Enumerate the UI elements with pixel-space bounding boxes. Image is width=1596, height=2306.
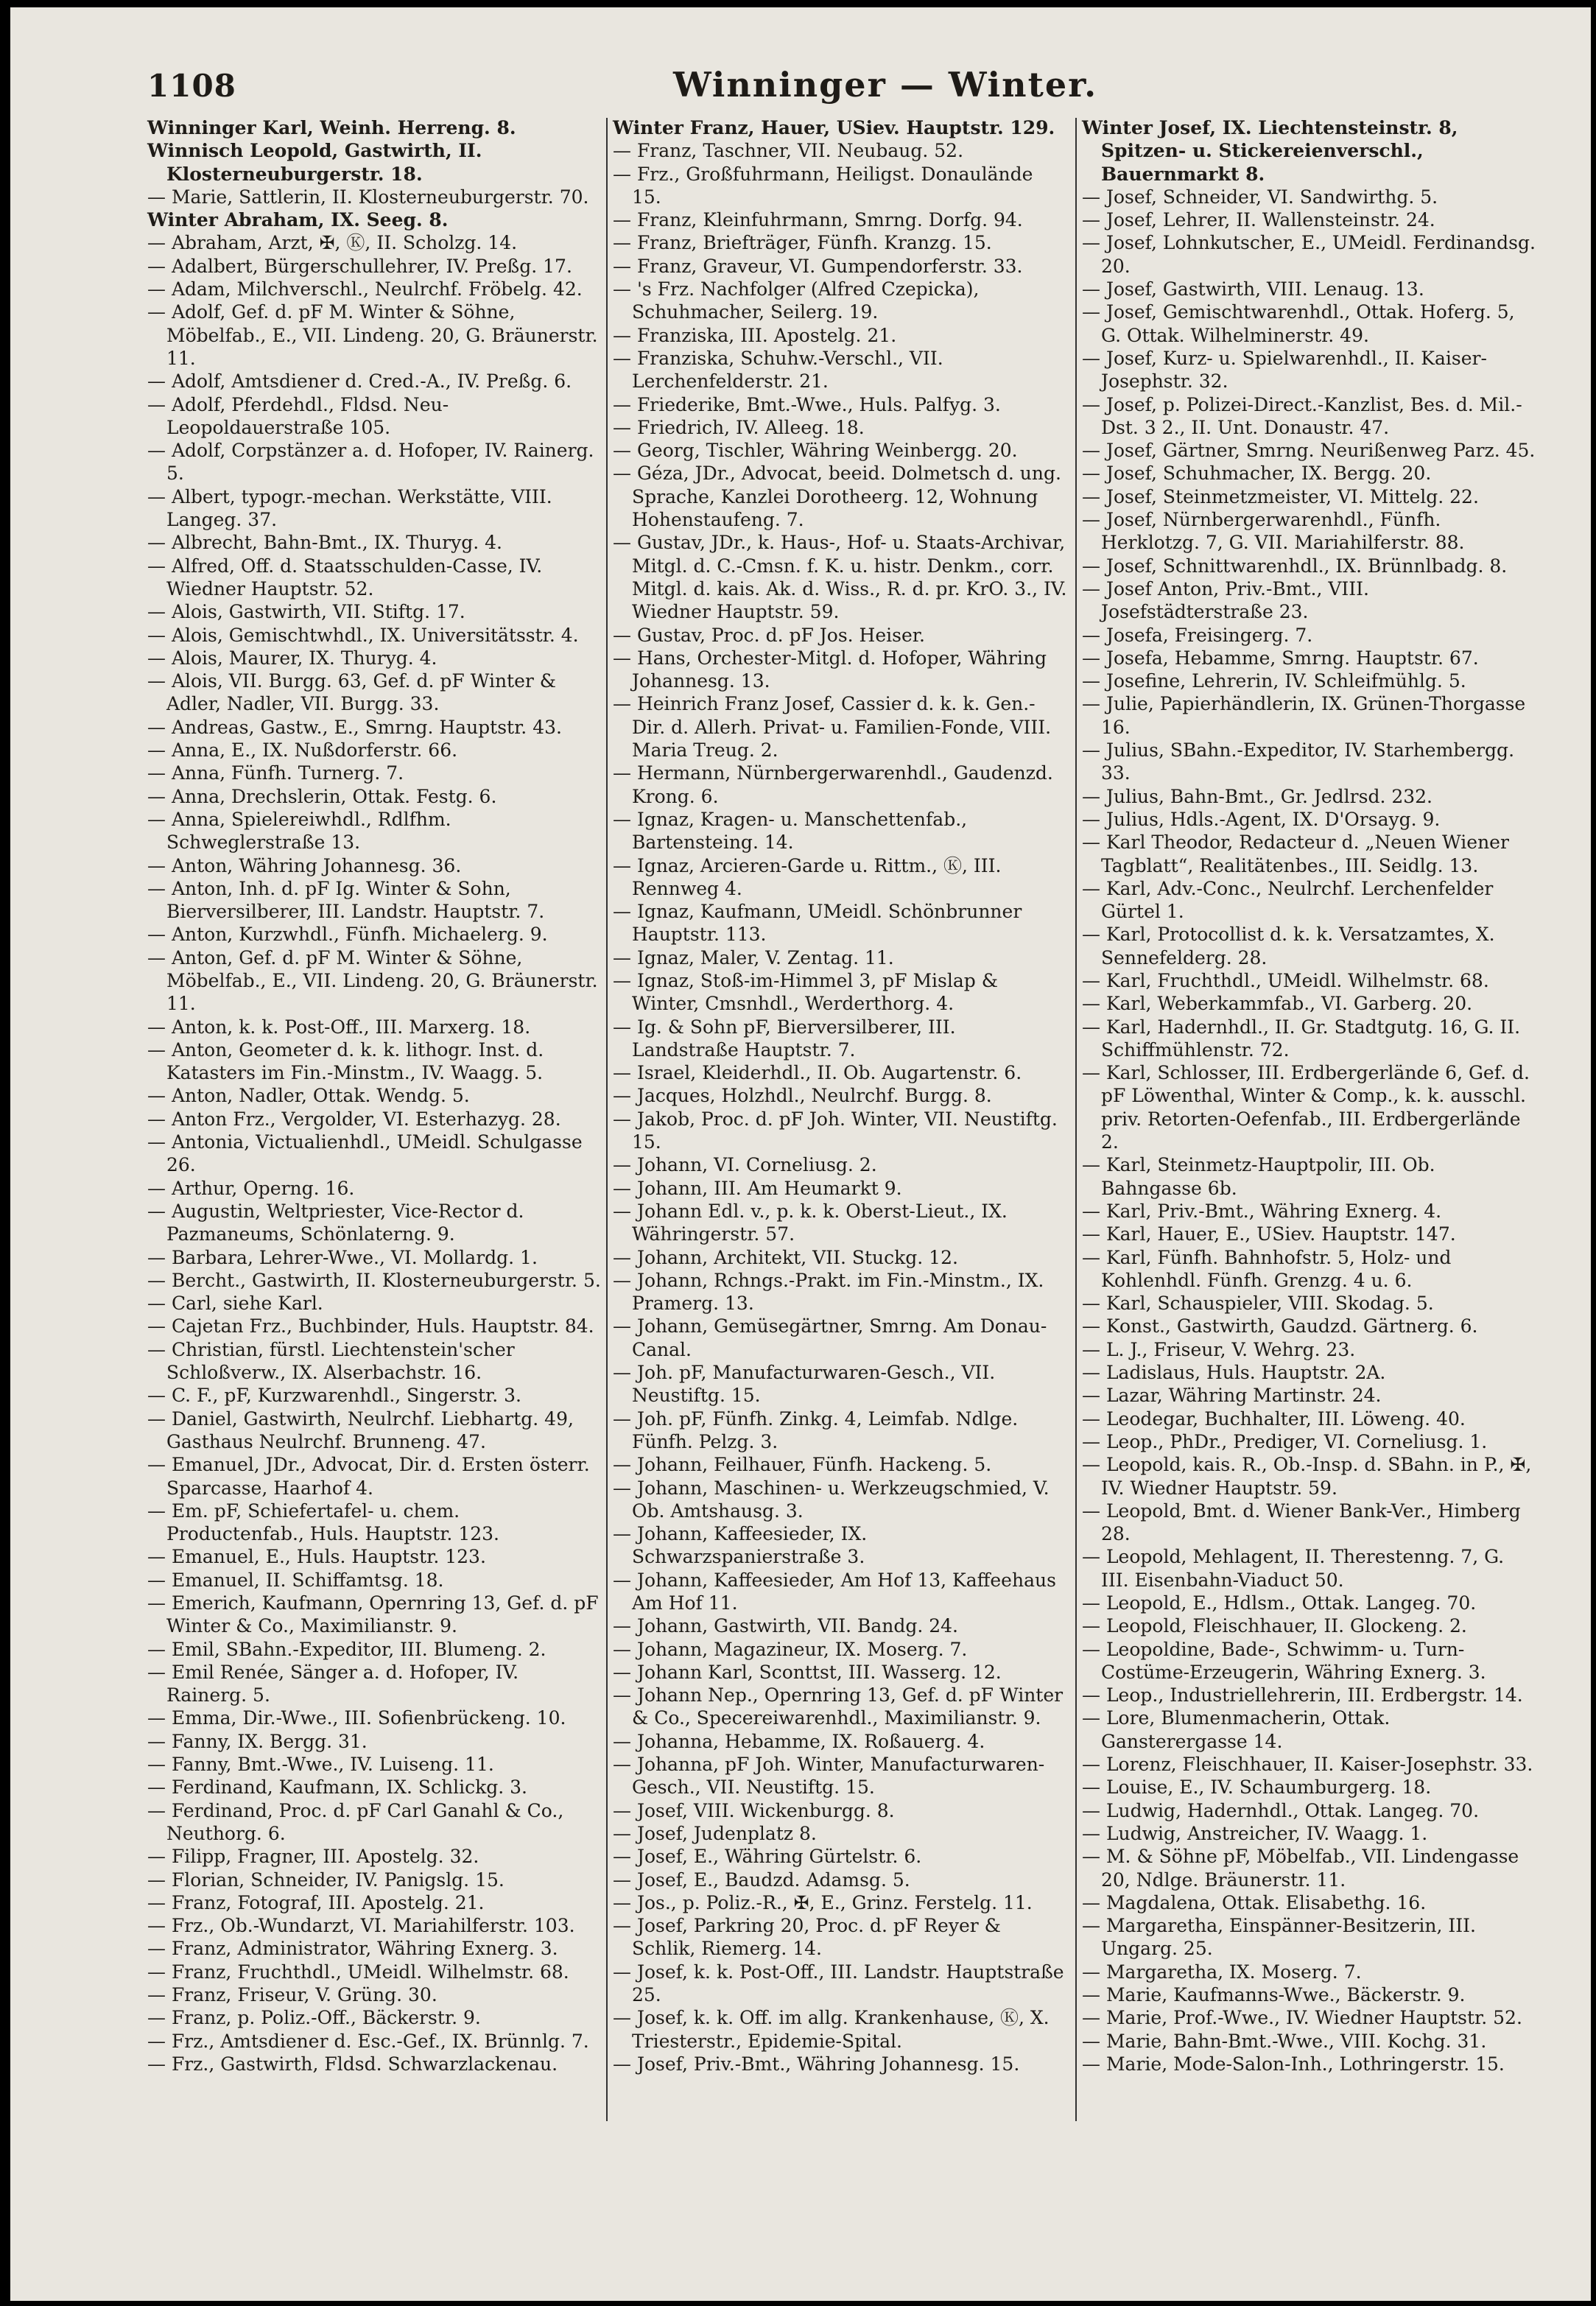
directory-entry: — Georg, Tischler, Währing Weinbergg. 20. (613, 440, 1018, 462)
directory-entry: — Antonia, Victualienhdl., UMeidl. Schulgasse 26. (147, 1131, 583, 1176)
directory-entry: — Emerich, Kaufmann, Opernring 13, Gef. d. pF Winter & Co., Maximilianstr. 9. (147, 1592, 599, 1637)
directory-entry: — Franziska, Schuhw.-Verschl., VII. Lerchenfelderstr. 21. (613, 347, 943, 393)
directory-entry: — Franz, Graveur, VI. Gumpendorferstr. 33. (613, 255, 1023, 277)
directory-entry: — Augustin, Weltpriester, Vice-Rector d. Pazmaneums, Schönlaterng. 9. (147, 1200, 524, 1245)
directory-entry: — Karl, Fruchthdl., UMeidl. Wilhelmstr. 68. (1082, 969, 1489, 991)
directory-entry: — Abraham, Arzt, ✠, Ⓚ, II. Scholzg. 14. (147, 232, 518, 254)
directory-entry: — Friedrich, IV. Alleeg. 18. (613, 416, 865, 438)
directory-entry: — Ludwig, Hadernhdl., Ottak. Langeg. 70. (1082, 1799, 1480, 1821)
directory-entry: — Ferdinand, Proc. d. pF Carl Ganahl & Co., Neuthorg. 6. (147, 1799, 564, 1844)
directory-entry: — Ferdinand, Kaufmann, IX. Schlickg. 3. (147, 1776, 528, 1799)
directory-entry: — Barbara, Lehrer-Wwe., VI. Mollardg. 1. (147, 1246, 538, 1268)
directory-entry: — Jakob, Proc. d. pF Joh. Winter, VII. Neustiftg. 15. (613, 1108, 1058, 1153)
directory-entry: — Anton, Inh. d. pF Ig. Winter & Sohn, Bierversilberer, III. Landstr. Hauptstr. 7. (147, 877, 545, 923)
directory-entry: — Alois, VII. Burgg. 63, Gef. d. pF Winter & Adler, Nadler, VII. Burgg. 33. (147, 670, 557, 715)
directory-entry: — Josef, Parkring 20, Proc. d. pF Reyer & Schlik, Riemerg. 14. (613, 1915, 1001, 1960)
directory-entry: — Josef, Schneider, VI. Sandwirthg. 5. (1082, 186, 1438, 208)
directory-entry: — Anton, Kurzwhdl., Fünfh. Michaelerg. 9. (147, 924, 548, 946)
directory-entry: — Joh. pF, Manufacturwaren-Gesch., VII. Neustiftg. 15. (613, 1362, 996, 1407)
directory-column-2 (613, 116, 1068, 2075)
directory-entry: — Margaretha, IX. Moserg. 7. (1082, 1961, 1362, 1983)
directory-entry: — Anna, Fünfh. Turnerg. 7. (147, 762, 404, 784)
directory-entry: — Alfred, Off. d. Staatsschulden-Casse, IV. Wiedner Hauptstr. 52. (147, 555, 543, 600)
directory-entry: — Karl, Hauer, E., USiev. Hauptstr. 147. (1082, 1223, 1456, 1245)
directory-entry: — Karl, Schlosser, III. Erdbergerlände 6, Gef. d. pF Löwenthal, Winter & Comp., k. k. ausschl. priv. Retorten-Oefenfab., III. Erdbergerlände 2. (1082, 1062, 1530, 1153)
directory-entry: — Adalbert, Bürgerschullehrer, IV. Preßg. 17. (147, 255, 572, 277)
directory-entry: — Ignaz, Maler, V. Zentag. 11. (613, 946, 894, 969)
directory-entry: — Johann, Maschinen- u. Werkzeugschmied, V. Ob. Amtshausg. 3. (613, 1477, 1050, 1522)
directory-entry: — Frz., Amtsdiener d. Esc.-Gef., IX. Brünnlg. 7. (147, 2030, 589, 2052)
directory-entry: — Karl, Schauspieler, VIII. Skodag. 5. (1082, 1293, 1434, 1315)
directory-entry: — Karl Theodor, Redacteur d. „Neuen Wiener Tagblatt“, Realitätenbes., III. Seidlg. 13. (1082, 832, 1509, 876)
directory-entry: — M. & Söhne pF, Möbelfab., VII. Lindengasse 20, Ndlge. Bräunerstr. 11. (1082, 1846, 1519, 1891)
directory-entry: — Karl, Adv.-Conc., Neulrchf. Lerchenfelder Gürtel 1. (1082, 877, 1494, 923)
directory-entry: — Marie, Kaufmanns-Wwe., Bäckerstr. 9. (1082, 1984, 1466, 2006)
directory-entry: — Ignaz, Kaufmann, UMeidl. Schönbrunner Hauptstr. 113. (613, 901, 1022, 946)
directory-entry: — Hermann, Nürnbergerwarenhdl., Gaudenzd. Krong. 6. (613, 762, 1053, 807)
directory-entry: — Julius, Hdls.-Agent, IX. D'Orsayg. 9. (1082, 808, 1441, 830)
directory-entry: — Emanuel, II. Schiffamtsg. 18. (147, 1569, 444, 1591)
directory-entry: — Emanuel, E., Huls. Hauptstr. 123. (147, 1546, 486, 1568)
directory-entry: — Leopold, E., Hdlsm., Ottak. Langeg. 70. (1082, 1592, 1477, 1614)
directory-entry: — Leop., PhDr., Prediger, VI. Corneliusg. 1. (1082, 1430, 1488, 1452)
directory-entry: — Florian, Schneider, IV. Panigslg. 15. (147, 1869, 505, 1891)
directory-entry: — Anton, Währing Johannesg. 36. (147, 854, 462, 876)
directory-entry: — Johann, VI. Corneliusg. 2. (613, 1154, 877, 1176)
directory-entry: — Christian, fürstl. Liechtenstein'scher Schloßverw., IX. Alserbachstr. 16. (147, 1338, 515, 1384)
directory-entry: — Leopold, Mehlagent, II. Therestenng. 7, G. III. Eisenbahn-Viaduct 50. (1082, 1546, 1505, 1591)
directory-entry: — Frz., Großfuhrmann, Heiligst. Donaulände 15. (613, 163, 1033, 208)
directory-entry: — Josefa, Freisingerg. 7. (1082, 624, 1313, 646)
directory-entry: — Josef, Lehrer, II. Wallensteinstr. 24. (1082, 209, 1435, 231)
directory-entry: — Josef, Schuhmacher, IX. Bergg. 20. (1082, 463, 1432, 485)
directory-entry: — Josef, E., Währing Gürtelstr. 6. (613, 1846, 922, 1868)
directory-entry: — Franziska, III. Apostelg. 21. (613, 324, 897, 346)
directory-entry: — Fanny, IX. Bergg. 31. (147, 1730, 368, 1752)
directory-entry: — Josef, Schnittwarenhdl., IX. Brünnlbadg. 8. (1082, 555, 1508, 577)
directory-entry: Winninger Karl, Weinh. Herreng. 8. (147, 117, 516, 138)
directory-entry: — Marie, Bahn-Bmt.-Wwe., VIII. Kochg. 31. (1082, 2030, 1487, 2052)
page-header-title: Winninger — Winter. (673, 65, 1098, 105)
directory-entry: — Frz., Gastwirth, Fldsd. Schwarzlackenau. (147, 2053, 558, 2075)
directory-entry: — Karl, Protocollist d. k. k. Versatzamtes, X. Sennefelderg. 28. (1082, 924, 1495, 969)
directory-entry: — L. J., Friseur, V. Wehrg. 23. (1082, 1338, 1356, 1360)
directory-entry: — Ignaz, Kragen- u. Manschettenfab., Bartensteing. 14. (613, 808, 968, 854)
directory-entry: — Johann Nep., Opernring 13, Gef. d. pF Winter & Co., Specereiwarenhdl., Maximilianstr. 9. (613, 1684, 1064, 1729)
directory-entry: — Leop., Industriellehrerin, III. Erdbergstr. 14. (1082, 1684, 1523, 1706)
directory-entry: — Leodegar, Buchhalter, III. Löweng. 40. (1082, 1407, 1466, 1430)
directory-entry: — Karl, Steinmetz-Hauptpolir, III. Ob. Bahngasse 6b. (1082, 1154, 1435, 1199)
directory-entry: — Lazar, Währing Martinstr. 24. (1082, 1385, 1382, 1407)
directory-entry: — Emanuel, JDr., Advocat, Dir. d. Ersten österr. Sparcasse, Haarhof 4. (147, 1454, 590, 1499)
directory-entry: — Josef, Gärtner, Smrng. Neurißenweg Parz. 45. (1082, 440, 1536, 462)
directory-entry: — Leopold, Bmt. d. Wiener Bank-Ver., Himberg 28. (1082, 1500, 1521, 1545)
directory-entry: — Josef, Priv.-Bmt., Währing Johannesg. 15. (613, 2053, 1020, 2075)
directory-entry: — C. F., pF, Kurzwarenhdl., Singerstr. 3. (147, 1385, 521, 1407)
directory-entry: — Johanna, Hebamme, IX. Roßauerg. 4. (613, 1730, 985, 1752)
directory-entry: — Leopoldine, Bade-, Schwimm- u. Turn-Costüme-Erzeugerin, Währing Exnerg. 3. (1082, 1638, 1486, 1683)
directory-entry: — Johann, Magazineur, IX. Moserg. 7. (613, 1638, 968, 1660)
directory-entry: — Em. pF, Schiefertafel- u. chem. Productenfab., Huls. Hauptstr. 123. (147, 1500, 499, 1545)
directory-entry: — Karl, Hadernhdl., II. Gr. Stadtgutg. 16, G. II. Schiffmühlenstr. 72. (1082, 1016, 1521, 1061)
directory-entry: — Alois, Gastwirth, VII. Stiftg. 17. (147, 601, 465, 623)
directory-entry: — Daniel, Gastwirth, Neulrchf. Liebhartg. 49, Gasthaus Neulrchf. Brunneng. 47. (147, 1407, 574, 1452)
directory-entry: Winter Josef, IX. Liechtensteinstr. 8, Spitzen- u. Stickereienverschl., Bauernmarkt 8. (1082, 117, 1458, 185)
directory-entry: — Filipp, Fragner, III. Apostelg. 32. (147, 1846, 479, 1868)
directory-entry: — Magdalena, Ottak. Elisabethg. 16. (1082, 1891, 1427, 1913)
directory-entry: — Frz., Ob.-Wundarzt, VI. Mariahilferstr. 103. (147, 1915, 575, 1937)
directory-entry: — Josef, k. k. Off. im allg. Krankenhause, Ⓚ, X. Triesterstr., Epidemie-Spital. (613, 2007, 1050, 2052)
directory-entry: — Géza, JDr., Advocat, beeid. Dolmetsch d. ung. Sprache, Kanzlei Dorotheerg. 12, Wohnung Hohenstaufeng. 7. (613, 463, 1061, 531)
directory-entry: — Albert, typogr.-mechan. Werkstätte, VIII. Langeg. 37. (147, 485, 552, 531)
directory-entry: — Ludwig, Anstreicher, IV. Waagg. 1. (1082, 1822, 1428, 1844)
directory-entry: — Julius, SBahn.-Expeditor, IV. Starhembergg. 33. (1082, 739, 1515, 784)
directory-entry: — Josef, Gemischtwarenhdl., Ottak. Hoferg. 5, G. Ottak. Wilhelminerstr. 49. (1082, 301, 1515, 346)
directory-entry: — Josef, Nürnbergerwarenhdl., Fünfh. Herklotzg. 7, G. VII. Mariahilferstr. 88. (1082, 509, 1465, 554)
directory-entry: — Johanna, pF Joh. Winter, Manufacturwaren-Gesch., VII. Neustiftg. 15. (613, 1754, 1045, 1799)
directory-entry: Winter Franz, Hauer, USiev. Hauptstr. 129. (613, 117, 1055, 138)
directory-entry: — Josefa, Hebamme, Smrng. Hauptstr. 67. (1082, 647, 1479, 669)
directory-entry: — Gustav, JDr., k. Haus-, Hof- u. Staats-Archivar, Mitgl. d. C.-Cmsn. f. K. u. histr. Denkm., corr. Mitgl. d. kais. Ak. d. Wiss., R. d. pr. KrO. 3., IV. Wiedner Hauptstr. 59. (613, 532, 1067, 623)
directory-column-3 (1082, 116, 1537, 2075)
page-number: 1108 (147, 68, 236, 104)
directory-entry: — Johann, Gemüsegärtner, Smrng. Am Donau-Canal. (613, 1315, 1047, 1360)
directory-entry: — Franz, Friseur, V. Grüng. 30. (147, 1984, 437, 2006)
directory-entry: — Konst., Gastwirth, Gaudzd. Gärtnerg. 6. (1082, 1315, 1478, 1337)
directory-entry: — Johann, III. Am Heumarkt 9. (613, 1177, 902, 1199)
directory-entry: — Emil Renée, Sänger a. d. Hofoper, IV. Rainerg. 5. (147, 1661, 519, 1706)
directory-entry: — Franz, Briefträger, Fünfh. Kranzg. 15. (613, 232, 992, 254)
directory-entry: — Franz, Kleinfuhrmann, Smrng. Dorfg. 94. (613, 209, 1023, 231)
directory-entry: — Gustav, Proc. d. pF Jos. Heiser. (613, 624, 925, 646)
directory-entry: — Julie, Papierhändlerin, IX. Grünen-Thorgasse 16. (1082, 693, 1526, 738)
directory-entry: — Albrecht, Bahn-Bmt., IX. Thuryg. 4. (147, 532, 502, 554)
directory-entry: — Franz, Taschner, VII. Neubaug. 52. (613, 140, 964, 162)
directory-entry: — Anna, Spielereiwhdl., Rdlfhm. Schweglerstraße 13. (147, 808, 451, 854)
directory-entry: — Anton, Nadler, Ottak. Wendg. 5. (147, 1085, 470, 1107)
directory-entry: — Karl, Priv.-Bmt., Währing Exnerg. 4. (1082, 1200, 1442, 1222)
directory-entry: — Johann, Gastwirth, VII. Bandg. 24. (613, 1615, 958, 1637)
directory-entry: — Emil, SBahn.-Expeditor, III. Blumeng. 2. (147, 1638, 546, 1660)
directory-entry: — Josef, Steinmetzmeister, VI. Mittelg. 22. (1082, 485, 1479, 507)
directory-entry: — Israel, Kleiderhdl., II. Ob. Augartenstr. 6. (613, 1062, 1022, 1084)
directory-entry: — Franz, p. Poliz.-Off., Bäckerstr. 9. (147, 2007, 481, 2029)
directory-entry: — Marie, Sattlerin, II. Klosterneuburgerstr. 70. (147, 186, 589, 208)
directory-entry: — Louise, E., IV. Schaumburgerg. 18. (1082, 1776, 1432, 1799)
column-divider (1075, 118, 1077, 2121)
directory-entry: — Andreas, Gastw., E., Smrng. Hauptstr. 43. (147, 716, 562, 738)
directory-entry: — Carl, siehe Karl. (147, 1293, 323, 1315)
directory-entry: — Josef, E., Baudzd. Adamsg. 5. (613, 1869, 910, 1891)
directory-entry: — Ig. & Sohn pF, Bierversilberer, III. Landstraße Hauptstr. 7. (613, 1016, 956, 1061)
directory-entry: — Johann, Kaffeesieder, Am Hof 13, Kaffeehaus Am Hof 11. (613, 1569, 1056, 1614)
directory-entry: — Arthur, Operng. 16. (147, 1177, 355, 1199)
directory-entry: — Franz, Administrator, Währing Exnerg. 3. (147, 1938, 558, 1960)
directory-entry: — Julius, Bahn-Bmt., Gr. Jedlrsd. 232. (1082, 785, 1433, 807)
directory-entry: — Josef Anton, Priv.-Bmt., VIII. Josefstädterstraße 23. (1082, 577, 1370, 623)
directory-entry: — Josef, VIII. Wickenburgg. 8. (613, 1799, 895, 1821)
directory-entry: — Johann, Feilhauer, Fünfh. Hackeng. 5. (613, 1454, 992, 1476)
directory-entry: Winter Abraham, IX. Seeg. 8. (147, 209, 449, 231)
directory-entry: — Franz, Fruchthdl., UMeidl. Wilhelmstr. 68. (147, 1961, 569, 1983)
directory-entry: — Adolf, Amtsdiener d. Cred.-A., IV. Preßg. 6. (147, 370, 572, 393)
directory-entry: — Emma, Dir.-Wwe., III. Sofienbrückeng. 10. (147, 1707, 566, 1729)
directory-entry: — Lore, Blumenmacherin, Ottak. Gansterergasse 14. (1082, 1707, 1391, 1752)
directory-entry: — Josef, Gastwirth, VIII. Lenaug. 13. (1082, 278, 1424, 300)
directory-entry: — Alois, Gemischtwhdl., IX. Universitätsstr. 4. (147, 624, 579, 646)
directory-entry: — Franz, Fotograf, III. Apostelg. 21. (147, 1891, 485, 1913)
directory-entry: Winnisch Leopold, Gastwirth, II. Klosterneuburgerstr. 18. (147, 140, 482, 185)
directory-entry: — Adolf, Gef. d. pF M. Winter & Söhne, Möbelfab., E., VII. Lindeng. 20, G. Bräunerstr. 11. (147, 301, 598, 369)
directory-entry: — 's Frz. Nachfolger (Alfred Czepicka), Schuhmacher, Seilerg. 19. (613, 278, 980, 323)
directory-entry: — Karl, Fünfh. Bahnhofstr. 5, Holz- und Kohlenhdl. Fünfh. Grenzg. 4 u. 6. (1082, 1246, 1452, 1291)
directory-entry: — Josefine, Lehrerin, IV. Schleifmühlg. 5. (1082, 670, 1466, 692)
directory-entry: — Anton, Gef. d. pF M. Winter & Söhne, Möbelfab., E., VII. Lindeng. 20, G. Bräunerstr. 11. (147, 946, 598, 1015)
directory-entry: — Jacques, Holzhdl., Neulrchf. Burgg. 8. (613, 1085, 992, 1107)
directory-entry: — Leopold, Fleischhauer, II. Glockeng. 2. (1082, 1615, 1467, 1637)
column-divider (606, 118, 608, 2121)
directory-entry: — Cajetan Frz., Buchbinder, Huls. Hauptstr. 84. (147, 1315, 594, 1337)
directory-column-1 (147, 116, 602, 2075)
directory-entry: — Leopold, kais. R., Ob.-Insp. d. SBahn. in P., ✠, IV. Wiedner Hauptstr. 59. (1082, 1454, 1532, 1499)
directory-entry: — Josef, p. Polizei-Direct.-Kanzlist, Bes. d. Mil.-Dst. 3 2., II. Unt. Donaustr. 47. (1082, 393, 1522, 438)
directory-entry: — Bercht., Gastwirth, II. Klosterneuburgerstr. 5. (147, 1269, 601, 1291)
directory-entry: — Johann Karl, Sconttst, III. Wasserg. 12. (613, 1661, 1002, 1683)
directory-entry: — Anna, E., IX. Nußdorferstr. 66. (147, 739, 458, 762)
directory-entry: — Anton Frz., Vergolder, VI. Esterhazyg. 28. (147, 1108, 561, 1130)
directory-page (10, 7, 1591, 2301)
directory-entry: — Ladislaus, Huls. Hauptstr. 2A. (1082, 1362, 1386, 1384)
directory-entry: — Karl, Weberkammfab., VI. Garberg. 20. (1082, 993, 1473, 1015)
directory-entry: — Margaretha, Einspänner-Besitzerin, III. Ungarg. 25. (1082, 1915, 1476, 1960)
directory-entry: — Johann Edl. v., p. k. k. Oberst-Lieut., IX. Währingerstr. 57. (613, 1200, 1008, 1245)
directory-entry: — Hans, Orchester-Mitgl. d. Hofoper, Währing Johannesg. 13. (613, 647, 1047, 692)
directory-entry: — Friederike, Bmt.-Wwe., Huls. Palfyg. 3. (613, 393, 1001, 415)
directory-entry: — Josef, Judenplatz 8. (613, 1822, 817, 1844)
directory-entry: — Fanny, Bmt.-Wwe., IV. Luiseng. 11. (147, 1754, 494, 1776)
directory-entry: — Heinrich Franz Josef, Cassier d. k. k. Gen.-Dir. d. Allerh. Privat- u. Familien-Fonde, VIII. Maria Treug. 2. (613, 693, 1052, 762)
directory-entry: — Anna, Drechslerin, Ottak. Festg. 6. (147, 785, 497, 807)
directory-entry: — Marie, Mode-Salon-Inh., Lothringerstr. 15. (1082, 2053, 1505, 2075)
directory-entry: — Joh. pF, Fünfh. Zinkg. 4, Leimfab. Ndlge. Fünfh. Pelzg. 3. (613, 1407, 1019, 1452)
directory-entry: — Josef, Lohnkutscher, E., UMeidl. Ferdinandsg. 20. (1082, 232, 1536, 277)
directory-entry: — Adam, Milchverschl., Neulrchf. Fröbelg. 42. (147, 278, 583, 300)
directory-entry: — Johann, Kaffeesieder, IX. Schwarzspanierstraße 3. (613, 1523, 868, 1568)
directory-entry: — Ignaz, Arcieren-Garde u. Rittm., Ⓚ, III. Rennweg 4. (613, 854, 1002, 899)
directory-entry: — Anton, Geometer d. k. k. lithogr. Inst. d. Katasters im Fin.-Minstm., IV. Waagg. 5. (147, 1038, 544, 1084)
directory-entry: — Johann, Rchngs.-Prakt. im Fin.-Minstm., IX. Pramerg. 13. (613, 1269, 1044, 1315)
directory-entry: — Alois, Maurer, IX. Thuryg. 4. (147, 647, 437, 669)
directory-entry: — Johann, Architekt, VII. Stuckg. 12. (613, 1246, 958, 1268)
directory-entry: — Marie, Prof.-Wwe., IV. Wiedner Hauptstr. 52. (1082, 2007, 1522, 2029)
directory-entry: — Adolf, Pferdehdl., Fldsd. Neu-Leopoldauerstraße 105. (147, 393, 449, 438)
directory-entry: — Adolf, Corpstänzer a. d. Hofoper, IV. Rainerg. 5. (147, 440, 594, 485)
directory-entry: — Jos., p. Poliz.-R., ✠, E., Grinz. Ferstelg. 11. (613, 1891, 1033, 1913)
directory-entry: — Lorenz, Fleischhauer, II. Kaiser-Josephstr. 33. (1082, 1754, 1533, 1776)
directory-entry: — Josef, k. k. Post-Off., III. Landstr. Hauptstraße 25. (613, 1961, 1064, 2006)
directory-entry: — Josef, Kurz- u. Spielwarenhdl., II. Kaiser-Josephstr. 32. (1082, 347, 1487, 393)
directory-entry: — Anton, k. k. Post-Off., III. Marxerg. 18. (147, 1016, 531, 1038)
directory-entry: — Ignaz, Stoß-im-Himmel 3, pF Mislap & Winter, Cmsnhdl., Werderthorg. 4. (613, 969, 998, 1015)
